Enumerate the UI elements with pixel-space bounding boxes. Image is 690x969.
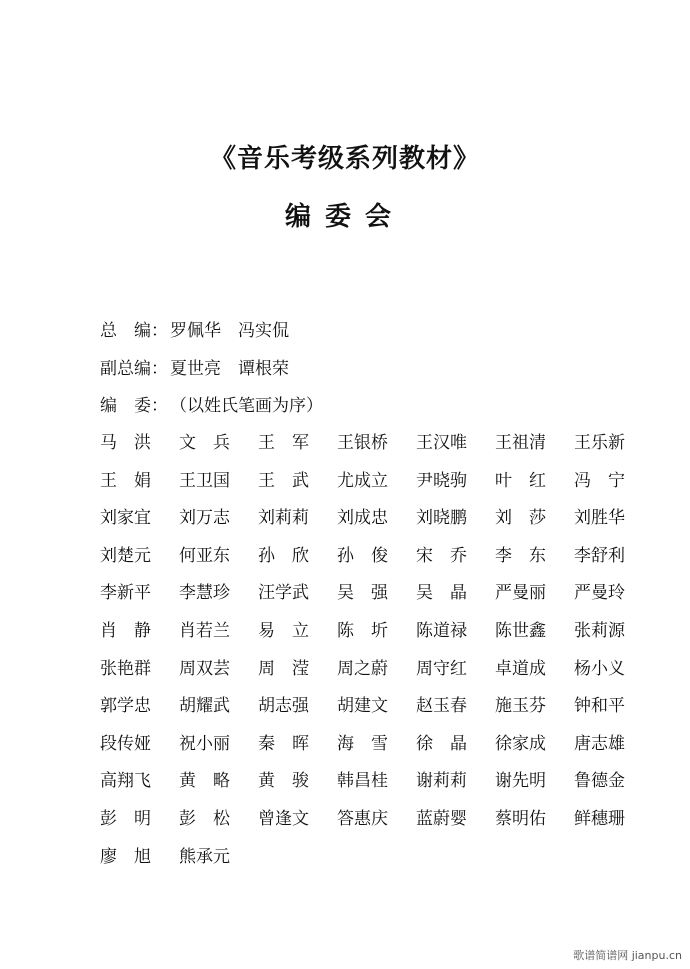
committee-member-name: 杨小义 <box>574 658 625 679</box>
committee-member-name: 郭学忠 <box>100 696 151 717</box>
committee-member-name: 易 立 <box>258 620 309 641</box>
committee-member-name: 周 滢 <box>258 658 309 679</box>
committee-member-name: 刘 莎 <box>495 508 546 529</box>
committee-member-name: 唐志雄 <box>574 733 625 754</box>
committee-member-name: 李 东 <box>495 545 546 566</box>
committee-member-name: 高翔飞 <box>100 771 151 792</box>
committee-member-name: 马 洪 <box>100 433 151 453</box>
committee-member-name: 李舒利 <box>574 545 625 566</box>
committee-member-name: 王 娟 <box>100 470 151 491</box>
committee-member-name: 李新平 <box>100 583 151 604</box>
committee-member-name: 周之蔚 <box>337 658 388 679</box>
committee-member-name: 段传娅 <box>100 733 151 754</box>
committee-member-name: 吴 晶 <box>416 583 467 604</box>
committee-member-name: 廖 旭 <box>100 846 151 867</box>
committee-member-name: 叶 红 <box>495 470 546 491</box>
committee-member-name: 严曼丽 <box>495 583 546 604</box>
committee-member-name: 答惠庆 <box>337 808 388 829</box>
committee-member-name: 王乐新 <box>574 433 625 453</box>
committee-member-name: 周双芸 <box>179 658 230 679</box>
committee-member-name: 孙 欣 <box>258 545 309 566</box>
committee-member-name: 鲁德金 <box>574 771 625 792</box>
committee-member-name: 胡耀武 <box>179 696 230 717</box>
committee-member-name: 文 兵 <box>179 433 230 453</box>
chief-editor-names: 罗佩华 冯实侃 <box>170 321 289 341</box>
committee-member-name: 黄 骏 <box>258 771 309 792</box>
committee-member-name: 祝小丽 <box>179 733 230 754</box>
committee-member-name: 肖 静 <box>100 620 151 641</box>
committee-member-name: 谢莉莉 <box>416 771 467 792</box>
committee-member-name: 海 雪 <box>337 733 388 754</box>
committee-member-name: 熊承元 <box>179 846 230 867</box>
committee-member-name: 王 武 <box>258 470 309 491</box>
committee-member-name: 陈世鑫 <box>495 620 546 641</box>
committee-member-name: 彭 明 <box>100 808 151 829</box>
committee-member-name: 王卫国 <box>179 470 230 491</box>
committee-member-name: 王银桥 <box>337 433 388 453</box>
committee-member-name: 谢先明 <box>495 771 546 792</box>
committee-member-name: 蔡明佑 <box>495 808 546 829</box>
committee-member-name: 周守红 <box>416 658 467 679</box>
committee-member-name: 张莉源 <box>574 620 625 641</box>
committee-label: 编 委： <box>100 396 168 416</box>
committee-member-name: 刘晓鹏 <box>416 508 467 529</box>
committee-member-name: 张艳群 <box>100 658 151 679</box>
committee-member-name: 王祖清 <box>495 433 546 453</box>
committee-member-name: 宋 乔 <box>416 545 467 566</box>
committee-member-name: 陈 圻 <box>337 620 388 641</box>
committee-member-name: 卓道成 <box>495 658 546 679</box>
chief-editor-line <box>100 316 289 341</box>
committee-member-name: 赵玉春 <box>416 696 467 717</box>
site-watermark: 歌谱简谱网 jianpu.cn <box>573 949 682 962</box>
committee-member-name: 刘楚元 <box>100 545 151 566</box>
committee-member-name: 韩昌桂 <box>337 771 388 792</box>
committee-member-name: 王汉唯 <box>416 433 467 453</box>
deputy-editor-line <box>100 354 289 379</box>
committee-member-name: 尹晓驹 <box>416 470 467 491</box>
committee-member-name: 冯 宁 <box>574 470 625 491</box>
committee-member-name: 王 军 <box>258 433 309 453</box>
committee-member-name: 蓝蔚婴 <box>416 808 467 829</box>
committee-member-name: 鲜穗珊 <box>574 808 625 829</box>
committee-member-name: 肖若兰 <box>179 620 230 641</box>
committee-member-name: 汪学武 <box>258 583 309 604</box>
committee-member-name: 刘莉莉 <box>258 508 309 529</box>
committee-member-name: 徐 晶 <box>416 733 467 754</box>
committee-member-name: 尤成立 <box>337 470 388 491</box>
committee-member-name: 黄 略 <box>179 771 230 792</box>
committee-member-name: 刘成忠 <box>337 508 388 529</box>
book-series-title: 《音乐考级系列教材》 <box>209 144 480 174</box>
chief-editor-label: 总 编： <box>100 321 168 341</box>
deputy-editor-label: 副总编： <box>100 359 168 379</box>
committee-member-name: 刘万志 <box>179 508 230 529</box>
committee-member-name: 曾逢文 <box>258 808 309 829</box>
committee-member-name: 孙 俊 <box>337 545 388 566</box>
committee-member-name: 吴 强 <box>337 583 388 604</box>
committee-member-name: 胡建文 <box>337 696 388 717</box>
committee-member-name: 何亚东 <box>179 545 230 566</box>
committee-member-name: 钟和平 <box>574 696 625 717</box>
committee-member-name: 严曼玲 <box>574 583 625 604</box>
deputy-editor-names: 夏世亮 谭根荣 <box>170 359 289 379</box>
committee-member-name: 李慧珍 <box>179 583 230 604</box>
committee-member-name: 徐家成 <box>495 733 546 754</box>
committee-member-name: 陈道禄 <box>416 620 467 641</box>
committee-member-name: 刘胜华 <box>574 508 625 529</box>
committee-order-note: （以姓氏笔画为序） <box>170 396 323 416</box>
committee-member-name: 秦 晖 <box>258 733 309 754</box>
committee-member-name: 施玉芬 <box>495 696 546 717</box>
committee-members-grid <box>100 428 640 879</box>
committee-line <box>100 391 323 416</box>
committee-member-name: 彭 松 <box>179 808 230 829</box>
editorial-board-heading: 编委会 <box>284 202 405 232</box>
committee-member-name: 胡志强 <box>258 696 309 717</box>
committee-member-name: 刘家宜 <box>100 508 151 529</box>
